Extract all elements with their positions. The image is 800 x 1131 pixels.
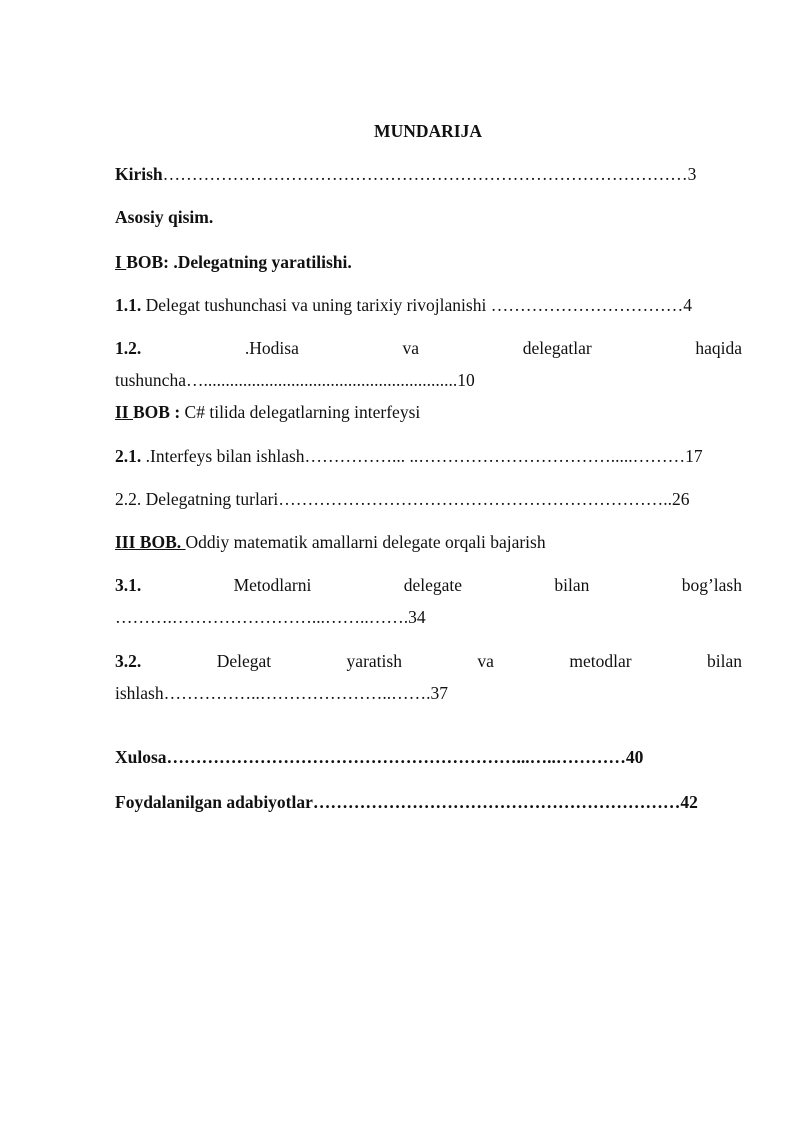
section-text: 2.2. Delegatning turlari — [115, 489, 279, 509]
section-word: delegatlar — [522, 338, 592, 358]
section-word: Delegat — [216, 651, 272, 671]
section-word: .Hodisa — [244, 338, 299, 358]
section-number: 3.2. — [115, 651, 142, 671]
section-word: Metodlarni — [233, 575, 312, 595]
toc-leader: ………………………………………………………….. — [278, 489, 673, 509]
toc-entry-3-2-line2[interactable] — [115, 682, 448, 704]
section-text: .Interfeys bilan ishlash — [141, 446, 305, 466]
toc-leader: ……………... ..…………………………….....……… — [304, 446, 686, 466]
toc-entry-1-2-line2[interactable] — [115, 369, 475, 391]
section-word: va — [402, 338, 420, 358]
toc-leader: ……………..…………………..……. — [163, 683, 431, 703]
section-text: ishlash — [115, 683, 164, 703]
section-word: bilan — [554, 575, 590, 595]
toc-entry-kirish[interactable] — [115, 163, 696, 185]
toc-entry-2-2[interactable] — [115, 488, 690, 510]
section-number: 1.1. — [115, 295, 142, 315]
toc-page-number: 42 — [680, 792, 698, 812]
toc-page-number: 4 — [683, 295, 692, 315]
section-word: yaratish — [346, 651, 402, 671]
toc-entry-2-1[interactable] — [115, 445, 703, 467]
section-word: bilan — [707, 651, 742, 671]
toc-label: Xulosa — [115, 747, 167, 767]
toc-entry-3-2-line1[interactable] — [115, 650, 742, 672]
toc-entry-adabiyotlar[interactable] — [115, 791, 698, 813]
toc-chapter-2[interactable] — [115, 401, 420, 423]
toc-page-number: 10 — [457, 370, 475, 390]
toc-leader: ….......................................................... — [185, 370, 458, 390]
chapter-label: BOB: .Delegatning yaratilishi. — [126, 252, 352, 272]
toc-entry-3-1-line2[interactable] — [115, 606, 426, 628]
toc-page-number: 37 — [430, 683, 448, 703]
section-text: tushuncha — [115, 370, 186, 390]
toc-entry-xulosa[interactable] — [115, 746, 643, 768]
chapter-text: Oddiy matematik amallarni delegate orqali bajarish — [185, 532, 546, 552]
chapter-number: I — [115, 252, 127, 272]
chapter-label: BOB : — [133, 402, 185, 422]
chapter-text: C# tilida delegatlarning interfeysi — [184, 402, 421, 422]
chapter-number: II — [115, 402, 133, 422]
toc-page-number: 40 — [625, 747, 644, 767]
section-number: 3.1. — [115, 575, 142, 595]
section-number: 2.1. — [115, 446, 142, 466]
toc-leader: ……………………………………………………...…..………… — [166, 747, 626, 767]
toc-label: Kirish — [115, 164, 163, 184]
toc-page-number: 3 — [687, 164, 697, 184]
section-word: haqida — [695, 338, 742, 358]
section-number: 1.2. — [115, 338, 142, 358]
toc-leader: ……………………………………………………………………………… — [162, 164, 688, 184]
section-text: Delegat tushunchasi va uning tarixiy rivojlanishi — [141, 295, 491, 315]
toc-label: Foydalanilgan adabiyotlar — [115, 792, 313, 812]
toc-entry-3-1-line1[interactable] — [115, 574, 742, 596]
page-title: MUNDARIJA — [374, 121, 482, 141]
section-word: bog’lash — [681, 575, 742, 595]
toc-chapter-1[interactable] — [115, 251, 352, 273]
toc-page-number: 34 — [408, 607, 426, 627]
toc-leader: ……….……………………...……..……. — [115, 607, 409, 627]
toc-leader: …………………………… — [490, 295, 684, 315]
toc-page-number: 26 — [672, 489, 690, 509]
toc-entry-1-2-line1[interactable] — [115, 337, 742, 359]
chapter-label: III BOB. — [115, 532, 186, 552]
section-word: delegate — [403, 575, 462, 595]
toc-page-number: 17 — [685, 446, 703, 466]
section-word: va — [477, 651, 494, 671]
toc-leader: ……………………………………………………… — [312, 792, 681, 812]
toc-chapter-3[interactable] — [115, 531, 546, 553]
toc-entry-asosiy: Asosiy qisim. — [115, 207, 214, 227]
toc-entry-1-1[interactable] — [115, 294, 692, 316]
section-word: metodlar — [569, 651, 632, 671]
